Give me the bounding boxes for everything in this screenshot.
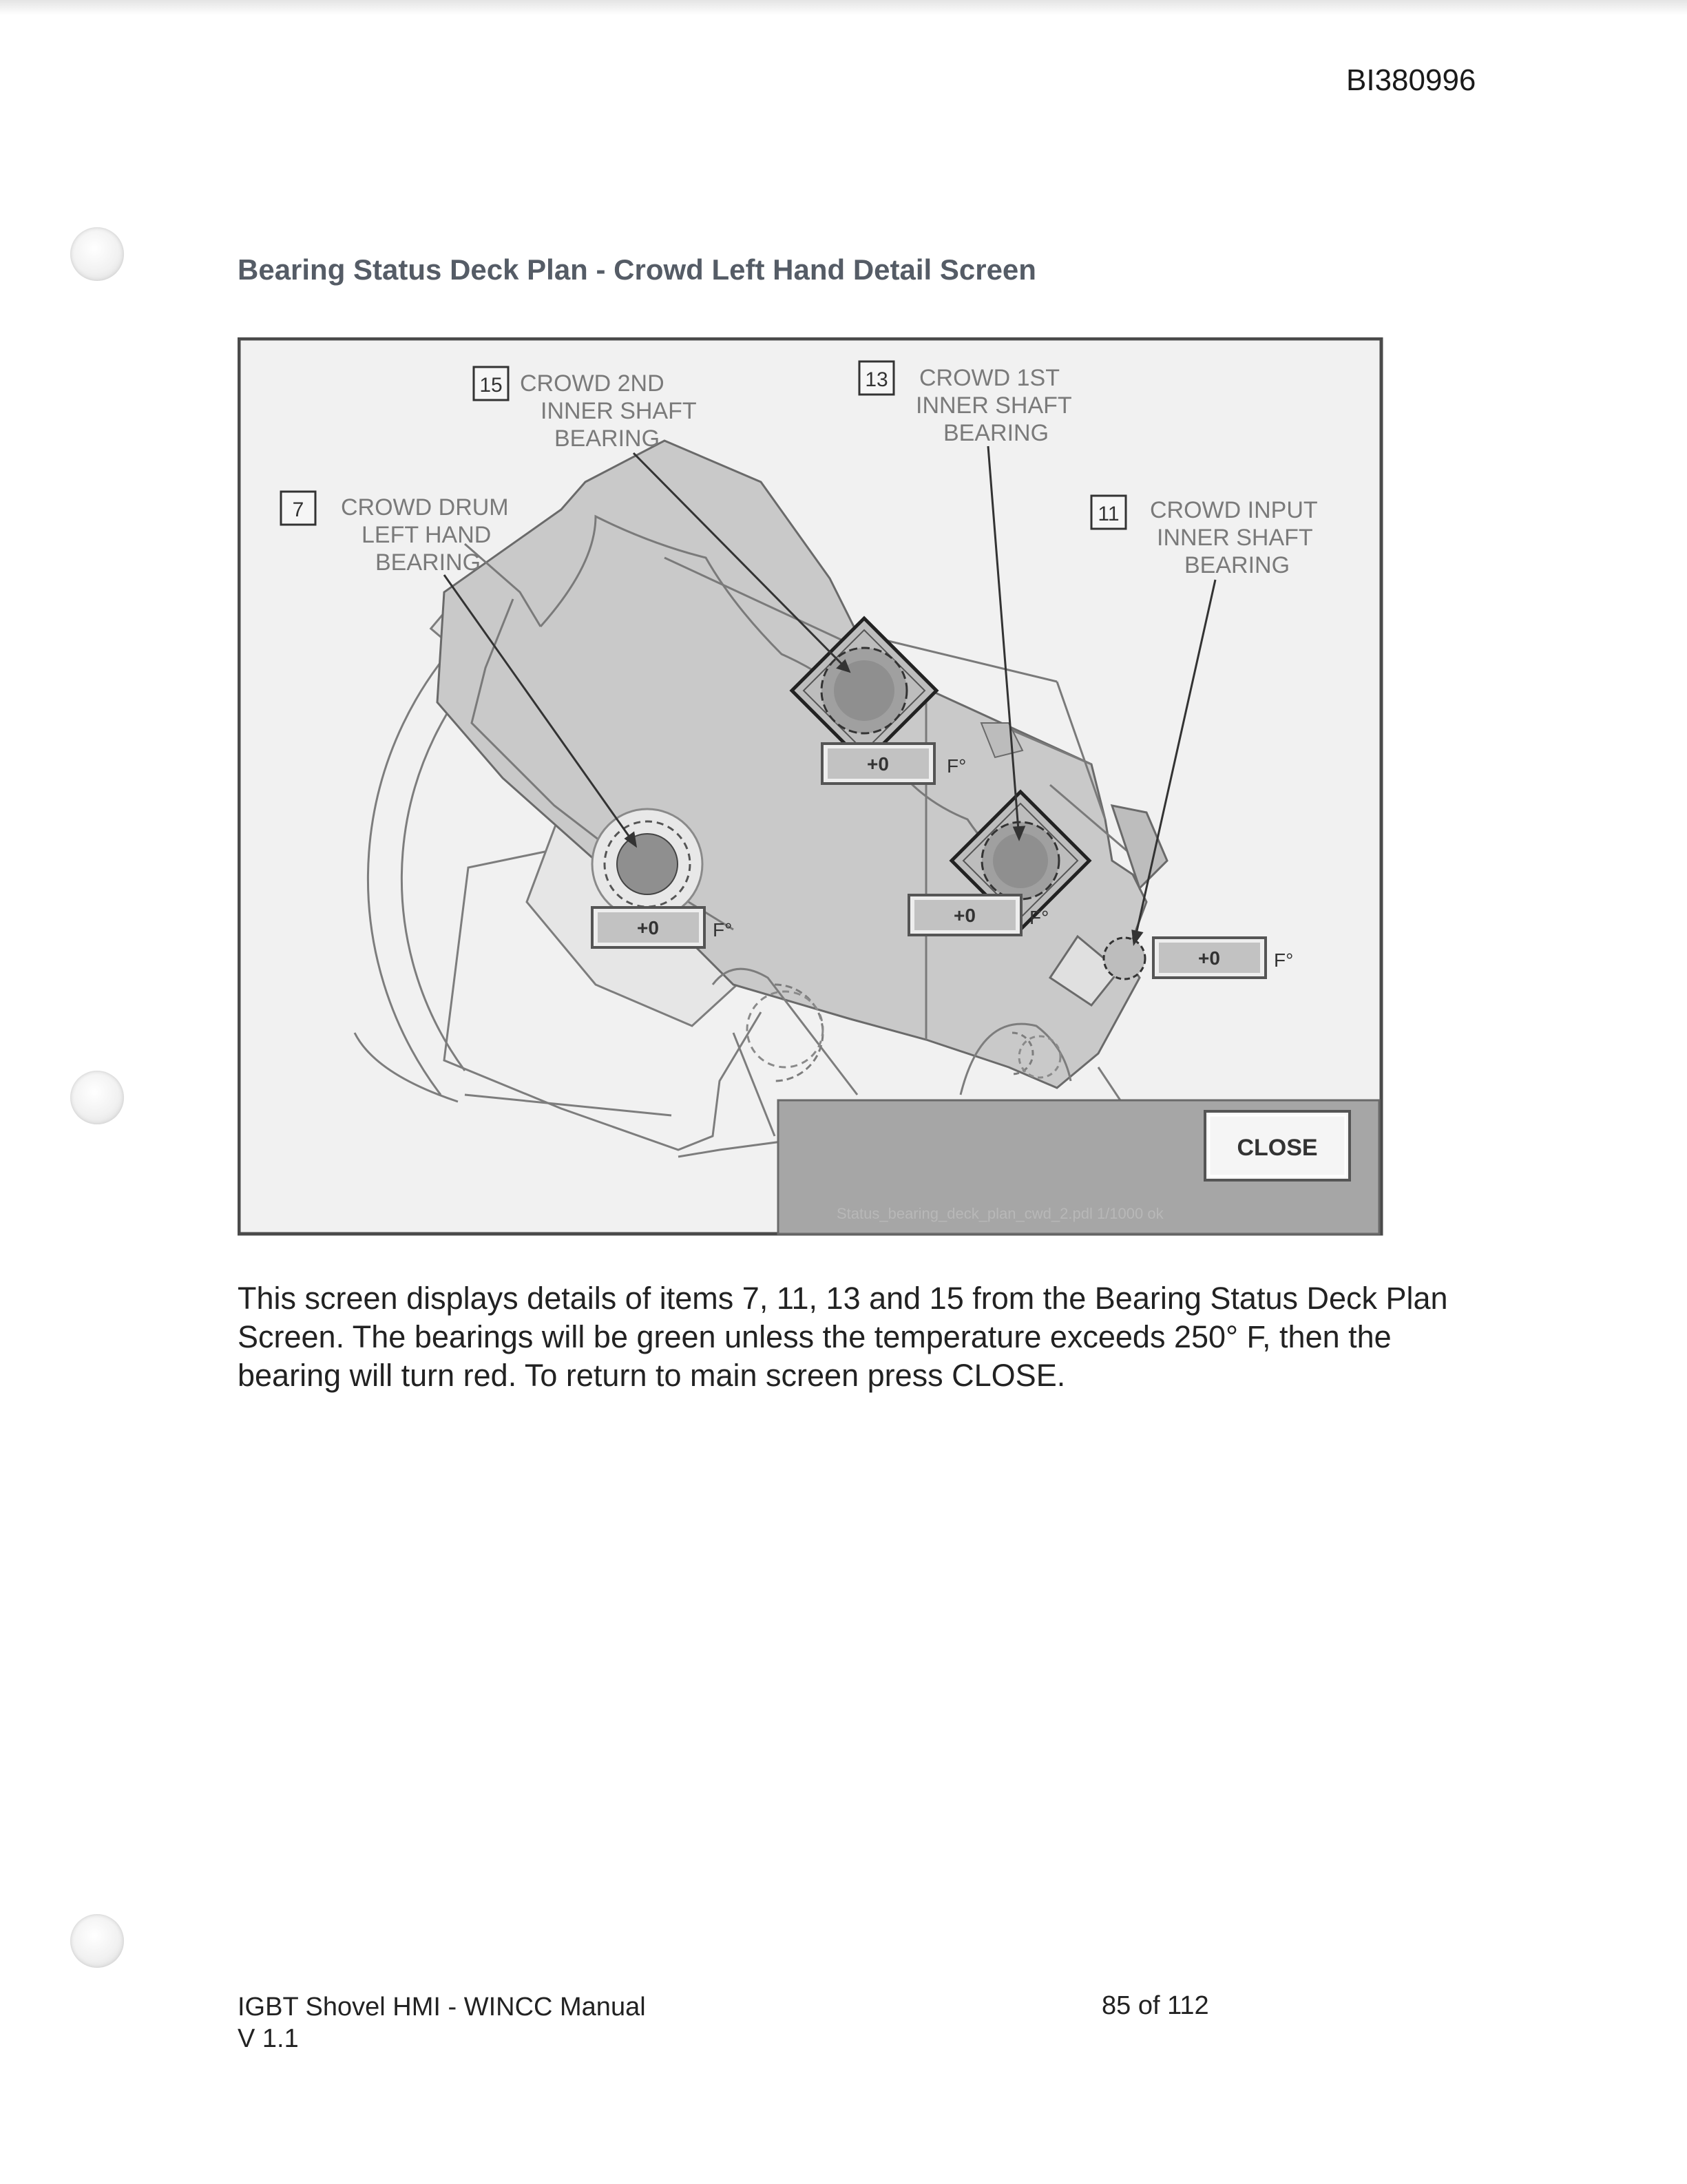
svg-text:CROWD DRUM: CROWD DRUM <box>341 494 509 521</box>
svg-text:LEFT HAND: LEFT HAND <box>362 522 492 548</box>
svg-text:11: 11 <box>1098 503 1120 525</box>
svg-text:INNER SHAFT: INNER SHAFT <box>1157 525 1313 551</box>
close-button-label[interactable]: CLOSE <box>1237 1135 1318 1161</box>
body-text: This screen displays details of items 7, 11, 13 and 15 from the Bearing Status Deck Plan Screen. The bearings will be green unless the temperature exceeds 250° F, then the bearing will turn red. To return to main screen press CLOSE. <box>238 1281 1448 1393</box>
svg-text:13: 13 <box>865 368 888 391</box>
footer-page-number: 85 of 112 <box>1102 1991 1209 2020</box>
svg-text:+0: +0 <box>637 917 659 938</box>
svg-text:+0: +0 <box>867 753 889 775</box>
binder-hole-bottom <box>70 1914 124 1968</box>
svg-text:F°: F° <box>1274 949 1294 971</box>
svg-text:INNER SHAFT: INNER SHAFT <box>916 392 1072 419</box>
document-id: BI380996 <box>1346 63 1476 97</box>
svg-text:F°: F° <box>1029 907 1049 928</box>
footer-manual-name: IGBT Shovel HMI - WINCC Manual <box>238 1993 646 2022</box>
svg-text:F°: F° <box>713 919 733 941</box>
close-button[interactable] <box>1205 1111 1350 1180</box>
svg-text:7: 7 <box>292 498 304 521</box>
svg-text:CROWD INPUT: CROWD INPUT <box>1150 497 1318 523</box>
svg-text:BEARING: BEARING <box>375 549 481 576</box>
svg-text:F°: F° <box>947 755 967 777</box>
svg-text:+0: +0 <box>1198 947 1220 969</box>
binder-hole-middle <box>70 1071 124 1124</box>
bearing-7-symbol[interactable] <box>592 809 702 919</box>
svg-text:BEARING: BEARING <box>1184 552 1290 578</box>
binder-hole-top <box>70 227 124 281</box>
status-bar-text: Status_bearing_deck_plan_cwd_2.pdl 1/1000 ok <box>837 1205 1164 1222</box>
body-paragraph <box>238 1279 1470 1395</box>
svg-text:BEARING: BEARING <box>554 426 660 452</box>
svg-text:BEARING: BEARING <box>943 420 1049 446</box>
page-title: Bearing Status Deck Plan - Crowd Left Hand Detail Screen <box>238 253 1036 286</box>
svg-text:INNER SHAFT: INNER SHAFT <box>541 398 697 424</box>
svg-text:15: 15 <box>479 374 503 397</box>
svg-text:CROWD 2ND: CROWD 2ND <box>520 370 664 397</box>
footer-left <box>238 1991 646 2055</box>
svg-text:+0: +0 <box>954 905 976 926</box>
page-top-edge <box>0 0 1687 15</box>
bearing-11-symbol[interactable] <box>1104 938 1145 979</box>
svg-text:CROWD 1ST: CROWD 1ST <box>919 365 1060 391</box>
hmi-screen <box>238 337 1384 1238</box>
footer-version: V 1.1 <box>238 2024 299 2053</box>
